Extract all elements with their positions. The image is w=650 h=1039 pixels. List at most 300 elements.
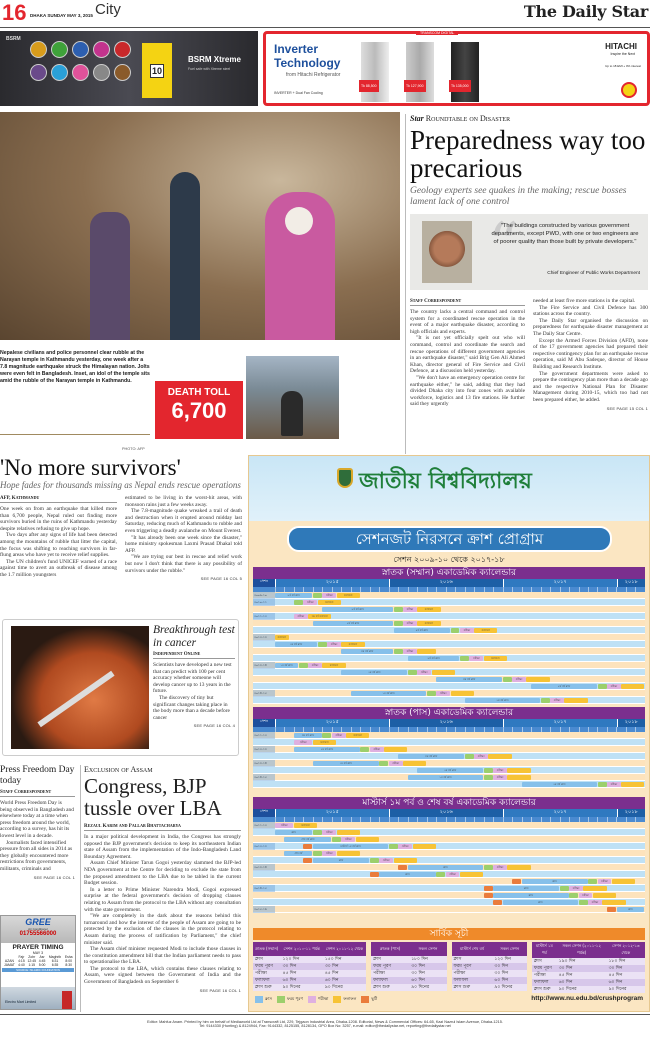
holiday-bar — [370, 872, 379, 877]
death-toll-value: 6,700 — [171, 398, 227, 423]
calendar-row — [253, 676, 645, 683]
idol-figure — [281, 391, 303, 436]
summary-row — [452, 970, 527, 977]
form-bar — [465, 754, 474, 759]
imprint-line-1: Editor: Mahfuz Anam. Printed by him on behalf of Mediaworld Ltd at Transcraft Ltd, 229, Tejgaon Industrial Area, Dhaka-1208. Editorial, News & Commercial Offices: 64-65, Kazi Nazrul Islam Avenue, Dhaka-1215. — [147, 1020, 503, 1024]
exam-swatch-icon — [308, 996, 316, 1003]
see-page-link[interactable]: SEE PAGE 16 COL 5 — [200, 576, 242, 582]
class-bar: ক্লাস — [493, 893, 568, 898]
calendar-row — [253, 634, 645, 641]
badge-icon — [51, 64, 68, 81]
session-label: ২০১২-১৩ — [253, 634, 275, 641]
calendar-row — [253, 892, 645, 899]
calendar-section — [253, 797, 645, 913]
calendar-row — [253, 781, 645, 788]
calendar-row — [253, 592, 645, 599]
summary-cell: ক্লাস শুরু — [532, 986, 557, 993]
form-bar — [598, 782, 607, 787]
class-bar: ৩য় বর্ষ ক্লাস — [341, 649, 393, 654]
holiday-bar — [398, 865, 407, 870]
fridge-1 — [361, 42, 389, 102]
nu-crest-icon — [337, 468, 353, 488]
cancer-article — [2, 619, 239, 756]
legend-item — [333, 996, 356, 1003]
summary-row — [452, 984, 527, 991]
summary-header: মাস্টার্স ১ম পর্ব — [532, 942, 557, 958]
session-label: ২০১৫-১৬ — [253, 906, 275, 913]
result-bar — [593, 893, 616, 898]
banner-text: সেশনজট নিরসনে ক্রাশ প্রোগ্রাম — [355, 530, 544, 548]
form-bar — [394, 621, 403, 626]
summary-row — [253, 963, 366, 970]
exam-bar: পরীক্ষা — [341, 837, 355, 842]
bsrm-product: BSRM Xtreme — [188, 55, 241, 64]
summary-cell: ফরম পূরণ — [371, 963, 409, 970]
class-bar: ৩য় বর্ষ ক্লাস — [398, 754, 464, 759]
result-bar — [507, 768, 530, 773]
session-header: সেশন — [253, 719, 275, 727]
badge-icon — [93, 64, 110, 81]
form-bar — [451, 628, 460, 633]
price-2: Tk 127,900 — [404, 80, 426, 92]
dealer-label: TRANSCOM DIGITAL — [416, 31, 458, 35]
session-header: সেশন — [253, 579, 275, 587]
exam-bar: পরীক্ষা — [579, 893, 593, 898]
byline: Staff Correspondent — [410, 298, 525, 306]
calendar-section — [253, 567, 645, 704]
result-bar — [507, 865, 530, 870]
summary-cell: ১৯০ দিন — [557, 958, 607, 965]
photo-caption — [0, 350, 150, 435]
gree-phone: 01755566000 — [19, 931, 57, 937]
summary-cell: ৩০ দিন — [607, 965, 645, 972]
summary-cell: ক্লাস — [371, 956, 409, 963]
calendar-row — [253, 627, 645, 634]
summary-cell: ৬০ দিন — [409, 977, 446, 984]
class-bar: ৪র্থ বর্ষ ক্লাস — [313, 621, 393, 626]
result-bar — [621, 684, 644, 689]
summary-cell: ফলাফল — [253, 977, 281, 984]
class-bar: ৪র্থ বর্ষ ক্লাস — [394, 628, 450, 633]
summary-cell: ৯০ দিনের — [607, 986, 645, 993]
exam-bar: পরীক্ষা — [370, 747, 384, 752]
badge-icon — [72, 41, 89, 58]
price-1: Tk 88,500 — [359, 80, 379, 92]
roundtable-article — [405, 114, 648, 454]
paragraph: The Daily Star organised the discussion on preparedness for earthquake disaster management at The Daily Star Centre. — [533, 317, 648, 337]
inset-photo — [245, 355, 340, 440]
ad-feature: INVERTER + Dual Fan Cooling — [274, 91, 323, 95]
article-body — [410, 298, 648, 411]
calendar-row — [253, 620, 645, 627]
summary-cell: ৬০ দিন — [281, 977, 323, 984]
holiday-bar — [303, 844, 312, 849]
session-label: ২০১১-১২ — [253, 732, 275, 739]
form-bar — [560, 886, 569, 891]
summary-cell: ৪৫ দিন — [281, 970, 323, 977]
death-toll-label: DEATH TOLL — [167, 387, 231, 398]
offer-sticker-icon — [621, 82, 637, 98]
year-header: ২০১৮ — [617, 809, 645, 817]
result-bar — [432, 670, 455, 675]
form-bar — [541, 698, 550, 703]
headline: Breakthrough test in cancer — [153, 624, 235, 649]
result-bar: ফলাফল — [346, 733, 369, 738]
result-bar: ফলাফল — [474, 628, 497, 633]
kicker: Exclusion of Assam — [84, 765, 153, 774]
summary-header-row — [371, 942, 446, 956]
exam-bar: পরীক্ষা — [446, 872, 460, 877]
badge-icon — [30, 41, 47, 58]
paragraph: needed at least five more stations in the capital. — [533, 298, 636, 304]
photo-credit: PHOTO: AFP — [122, 447, 145, 451]
summary-group — [452, 942, 527, 993]
result-bar — [356, 837, 379, 842]
paragraph: In a letter to Prime Minister Narendra Modi, Gogoi expressed surprise at the federal government's decision of dropping clauses relating to Assam from the protocol to the LBA without any consultation with the state government. — [84, 886, 241, 913]
legend — [255, 996, 377, 1003]
summary-row — [253, 956, 366, 963]
section-name: City — [95, 1, 121, 18]
summary-table — [532, 942, 645, 993]
paragraph: The country lacks a central command and control system for a coordinated rescue operation in the event of a major earthquake disaster, according to high officials and experts. — [410, 309, 525, 335]
result-bar: ফলাফল — [337, 593, 360, 598]
summary-header: সেশন ২০১১-১২ থেকে — [323, 942, 366, 956]
result-bar — [417, 649, 435, 654]
form-bar — [360, 747, 369, 752]
summary-cell: পরীক্ষা — [452, 970, 493, 977]
calendar-section — [253, 707, 645, 788]
exam-bar: পরীক্ষা — [550, 698, 564, 703]
session-label: ২০০৯-১০ — [253, 592, 275, 599]
ad-headline-2: Technology — [274, 56, 341, 70]
paragraph: The Fire Service and Civil Defence has 300 stations across the country. — [533, 304, 648, 318]
summary-cell: ৪৫ দিন — [323, 970, 366, 977]
summary-group — [371, 942, 446, 993]
summary-cell: পরীক্ষা — [253, 970, 281, 977]
form-bar — [484, 768, 493, 773]
result-bar — [621, 782, 644, 787]
calendar-title: মাস্টার্স ১ম পর্ব ও শেষ বর্ষ একাডেমিক ক্যালেন্ডার — [253, 797, 645, 809]
death-toll-box — [155, 381, 243, 439]
summary-cell: ৬০ দিন — [323, 977, 366, 984]
gree-logo: GREE — [25, 917, 51, 927]
result-bar — [602, 900, 625, 905]
kicker-text: Roundtable on Disaster — [425, 114, 511, 123]
class-bar: ২য় বর্ষ ক্লাস — [275, 642, 317, 647]
calendar-row — [253, 822, 645, 829]
imprint-line-2: Tel: 9144330 (Hunting) & 8124944, Fax: 9144332, 8125155, 8128134, GPO Box No: 3257, e-mail: editor@thedailystar.net, reporting@thedailystar.net — [199, 1024, 451, 1028]
result-bar — [564, 698, 587, 703]
prayer-date: MAY 3 — [32, 951, 44, 955]
lead-photo — [0, 112, 400, 340]
class-bar: ২য় বর্ষ ক্লাস — [294, 747, 360, 752]
summary-row — [452, 963, 527, 970]
summary-cell: ক্লাস শুরু — [371, 984, 409, 991]
summary-cell: ৩০ দিন — [557, 965, 607, 972]
result-bar: ৩য় বর্ষ ফলাফল — [308, 614, 331, 619]
result-swatch-icon — [333, 996, 341, 1003]
result-bar: ফলাফল — [417, 621, 440, 626]
quote-attribution: Chief Engineer of Public Works Department — [547, 271, 640, 276]
summary-header: সকল সেশন — [492, 942, 527, 956]
class-bar: ২য় বর্ষ ক্লাস — [417, 768, 483, 773]
bystander-figure — [170, 172, 200, 340]
summary-row — [371, 984, 446, 991]
calendar-title: স্নাতক (সম্মান) একাডেমিক ক্যালেন্ডার — [253, 567, 645, 579]
byline: Rezaul Karim and Pallab Bhattacharya — [84, 823, 241, 831]
holiday-bar — [484, 886, 493, 891]
form-bar — [313, 851, 322, 856]
summary-cell: ফরম পূরণ — [532, 965, 557, 972]
calendar-rows — [253, 822, 645, 913]
press-freedom-article — [0, 765, 75, 880]
form-bar — [598, 684, 607, 689]
rescuer-face — [285, 207, 313, 235]
calendar-row — [253, 690, 645, 697]
badge-icon — [114, 41, 131, 58]
calendar-row — [253, 697, 645, 704]
summary-cell: ক্লাস শুরু — [253, 984, 281, 991]
summary-header: সেশন ২০১২-১৩ থেকে — [607, 942, 645, 958]
summary-cell: ৪৫ দিন — [557, 972, 607, 979]
summary-row — [532, 986, 645, 993]
newspaper-logo: The Daily Star — [523, 2, 648, 21]
byline: AFP, Kathmandu — [0, 495, 117, 503]
see-page-link[interactable]: SEE PAGE 16 COL 1 — [33, 874, 75, 880]
result-bar: ফলাফল — [341, 642, 364, 647]
summary-cell: ১৫০ দিন — [323, 956, 366, 963]
exam-bar: পরীক্ষা — [322, 851, 336, 856]
calendar-rows — [253, 592, 645, 704]
hitachi-ad[interactable] — [263, 31, 650, 106]
result-bar — [337, 830, 360, 835]
exam-bar: পরীক্ষা — [403, 607, 417, 612]
see-page-link[interactable]: SEE PAGE 16 COL 4 — [193, 723, 235, 729]
summary-cell: ক্লাস শুরু — [452, 984, 493, 991]
dateline: DHAKA SUNDAY MAY 3, 2015 — [30, 13, 93, 18]
legend-label: ফরম পূরণ — [286, 996, 303, 1001]
exam-bar: পরীক্ষা — [493, 775, 507, 780]
class-bar: ৪র্থ বর্ষ ক্লাস — [322, 607, 393, 612]
exam-bar: পরীক্ষা — [512, 677, 526, 682]
summary-table — [371, 942, 446, 991]
exam-bar: পরীক্ষা — [403, 649, 417, 654]
summary-cell: ক্লাস — [532, 958, 557, 965]
summary-cell: ৬০ দিন — [607, 979, 645, 986]
calendar-row — [253, 871, 645, 878]
byline: Independent Online — [153, 651, 235, 659]
calendar-row — [253, 641, 645, 648]
bsrm-ad[interactable] — [0, 31, 258, 106]
year-header: ২০১৮ — [617, 719, 645, 727]
result-bar: ফলাফল — [275, 635, 289, 640]
exam-bar: পরীক্ষা — [322, 830, 336, 835]
holiday-bar — [484, 893, 493, 898]
caption-text: Nepalese civilians and police personnel clear rubble at the Narayan temple in Kathmandu yesterday, one week after a 7.8 magnitude earthquake struck the Himalayan nation. Jolts were even felt in Bangladesh. Inset, an idol of the temple sits amid the rubble of the Narayan temple in Kathmandu. — [0, 350, 150, 384]
session-range: সেশন ২০০৯-১০ থেকে ২০১৭-১৮ — [393, 555, 505, 564]
exam-bar: পরীক্ষা — [417, 670, 431, 675]
exam-bar: পরীক্ষা — [569, 886, 583, 891]
gree-sub: Air Conditioner — [28, 927, 48, 931]
year-header-row — [253, 579, 645, 587]
mosque-icon — [62, 991, 72, 1009]
calendar-row — [253, 613, 645, 620]
form-bar — [370, 858, 379, 863]
calendar-row — [253, 836, 645, 843]
summary-header: স্নাতক (পাস) — [371, 942, 409, 956]
summary-header: সকল সেশন (২০১১-১২ পর্যন্ত) — [557, 942, 607, 958]
form-bar — [389, 844, 398, 849]
calendar-rows — [253, 732, 645, 788]
summary-cell: ৯০ দিনের — [323, 984, 366, 991]
form-bar — [299, 663, 308, 668]
gree-banner — [1, 916, 75, 943]
paragraph: "It has already been one week since the disaster," home ministry spokesman Laxmi Prasad Dhakal told AFP. — [125, 534, 242, 554]
byline: Staff Correspondent — [0, 789, 75, 797]
prayer-source: SOURCE: ISLAMIC FOUNDATION — [2, 968, 74, 972]
exam-bar: পরীক্ষা — [493, 768, 507, 773]
paragraph: Assam Chief Minister Tarun Gogoi yesterday slammed the BJP-led NDA government at the Centre for deciding to exclude the state from the proposed amendment to the LBA due to be tabled in the current Budget session. — [84, 860, 241, 887]
session-label: ২০১৩-১৪ — [253, 864, 275, 871]
class-bar: ২য় বর্ষ ক্লাস — [341, 670, 407, 675]
prayer-row-azan: AZAN 4:15 12:45 4:45 6:31 8:00 — [4, 959, 72, 963]
exam-bar: পরীক্ষা — [493, 865, 507, 870]
bystander-figure — [90, 212, 130, 340]
exam-bar: পরীক্ষা — [469, 656, 483, 661]
exam-bar: পরীক্ষা — [332, 733, 346, 738]
calendar-row — [253, 746, 645, 753]
exam-bar: পরীক্ষা — [607, 684, 621, 689]
summary-header: মাস্টার্স শেষ বর্ষ — [452, 942, 493, 956]
holiday-bar — [607, 907, 616, 912]
exam-bar: পরীক্ষা — [303, 600, 317, 605]
holiday-bar — [303, 858, 312, 863]
gree-prayer-ad[interactable] — [0, 915, 76, 1010]
paragraph: Two days after any signs of life had been detected among the mountains of rubble that litter the capital, the focus was shifting to reaching survivors in far-flung areas who have yet to receive relief supplies. — [0, 532, 117, 559]
calendar-row — [253, 906, 645, 913]
deck: Hope fades for thousands missing as Nepal ends rescue operations — [0, 480, 241, 490]
summary-cell: ১২০ দিন — [281, 956, 323, 963]
fridge-3 — [451, 42, 479, 102]
summary-header-row — [253, 942, 366, 956]
hitachi-offer: Up to 18 EMI + 0% interest — [605, 64, 641, 68]
paragraph: Scientists have developed a new test that can predict with 100 per cent accuracy whether someone will develop cancer up to 13 years in the future. — [153, 662, 232, 695]
session-label: ২০১৩-১৪ — [253, 760, 275, 767]
class-bar: ৪র্থ বর্ষ ক্লাস — [408, 656, 460, 661]
calendar-row — [253, 655, 645, 662]
holiday-swatch-icon — [361, 996, 369, 1003]
class-bar: মাস্টার্স ১ম পর্ব ক্লাস — [313, 844, 388, 849]
summary-cell: ক্লাস — [253, 956, 281, 963]
paragraph: The Assam chief minister requested Modi to include those clauses in the constitution amendment bill that the Indian parliament needs to pass to operationalise the LBA. — [84, 946, 241, 966]
calendar-row — [253, 878, 645, 885]
exam-bar: পরীক্ষা — [436, 691, 450, 696]
result-bar — [394, 858, 417, 863]
year-header: ২০১৭ — [503, 809, 617, 817]
sponsor-strip — [1, 987, 75, 1009]
summary-cell: ৩০ দিন — [323, 963, 366, 970]
badge-icon — [72, 64, 89, 81]
summary-cell: পরীক্ষা — [532, 972, 557, 979]
exam-bar: পরীক্ষা — [403, 621, 417, 626]
calendar-row — [253, 739, 645, 746]
form-bar — [332, 837, 341, 842]
result-bar: ফলাফল — [318, 600, 341, 605]
summary-cell: ৬০ দিন — [557, 979, 607, 986]
page-number: 16 — [2, 0, 27, 25]
paragraph: One week on from an earthquake that killed more than 6,700 people, Nepal ruled out finding more survivors buried in the ruins of Kathmandu yesterday despite relatives refusing to give up hope. — [0, 506, 117, 532]
syringe — [37, 671, 114, 728]
summary-header: স্নাতক (সম্মান) — [253, 942, 281, 956]
nu-header — [249, 456, 649, 521]
legend-label: ক্লাস — [265, 996, 272, 1001]
class-bar: ক্লাস — [379, 872, 435, 877]
form-bar — [318, 642, 327, 647]
nu-url[interactable]: http://www.nu.edu.bd/crushprogram — [531, 995, 643, 1002]
summary-cell: ৯০ দিনের — [557, 986, 607, 993]
calendar-row — [253, 829, 645, 836]
form-bar — [427, 691, 436, 696]
form-bar — [313, 593, 322, 598]
form-bar — [484, 865, 493, 870]
calendar-row — [253, 885, 645, 892]
summary-cell: ৬০ দিন — [492, 977, 527, 984]
kicker — [410, 114, 648, 124]
summary-row — [452, 977, 527, 984]
exam-bar: পরীক্ষা — [275, 823, 293, 828]
class-bar: ১ম বর্ষ ক্লাস — [351, 691, 426, 696]
paragraph: "We are completely in the dark about the reasons behind this turnaround and how the interest of the people of Assam are going to be protected by the exclusion of the clauses in the protocol relating to Assam during the process of ratification by Parliament," the chief minister said. — [84, 913, 241, 946]
paragraph: Journalists faced intensified pressure from all sides in 2014 as they globally encountered more restrictions from governments, militants, criminals and — [0, 839, 73, 872]
exam-bar: পরীক্ষা — [322, 593, 336, 598]
see-page-link[interactable]: SEE PAGE 15 COL 1 — [606, 405, 648, 411]
class-bar: শেষ বর্ষ ক্লাস — [284, 837, 331, 842]
summary-table — [452, 942, 527, 991]
session-label: ২০১৪-১৫ — [253, 690, 275, 697]
summary-row — [371, 963, 446, 970]
year-header: ২০১৭ — [503, 579, 617, 587]
headline: Congress, BJP tussle over LBA — [84, 774, 222, 820]
class-bar: ১ম বর্ষ ক্লাস — [275, 663, 298, 668]
session-label: ২০১১-১২ — [253, 822, 275, 829]
paragraph: "We are trying our best in rescue and relief work but now I don't think that there is any possibility of survivors under the rubble." — [125, 554, 242, 574]
form-swatch-icon — [277, 996, 285, 1003]
quote-text: "The buildings constructed by various government departments, except PWD, with one or two engineers are of poorer quality than those built by private developers." — [491, 223, 639, 245]
result-bar: ফলাফল — [313, 740, 336, 745]
exam-bar: পরীক্ষা — [294, 614, 308, 619]
year-header: ২০১৬ — [389, 809, 503, 817]
legend-item — [255, 996, 272, 1003]
hitachi-tagline: Inspire the Next — [610, 52, 635, 56]
ad-headline-1: Inverter — [274, 42, 319, 56]
summary-row — [532, 972, 645, 979]
summary-row — [371, 977, 446, 984]
holiday-bar — [493, 900, 502, 905]
summary-table — [253, 942, 366, 991]
cancer-text — [153, 624, 235, 728]
paragraph: Except the Armed Forces Division (AFD), none of the 17 government agencies had prepared their respective contingency plan for an earthquake rescue operation, said M Abu Sadeque, director of House Building and Research Institute. — [533, 337, 648, 370]
session-label: ২০১২-১৩ — [253, 843, 275, 850]
calendar-row — [253, 606, 645, 613]
form-bar — [569, 893, 578, 898]
class-bar: ৩য় বর্ষ ক্লাস — [436, 677, 502, 682]
prayer-row-jamat: JAMAT 4:40 1:15 5:00 6:35 8:30 — [4, 963, 72, 967]
year-header: ২০১৬ — [389, 719, 503, 727]
exam-bar: পরীক্ষা — [308, 663, 322, 668]
paragraph: The discovery of tiny but significant changes taking place in the body more than a decade before cancer — [153, 694, 230, 721]
calendar-row — [253, 899, 645, 906]
see-page-link[interactable]: SEE PAGE 16 COL 1 — [199, 987, 241, 993]
